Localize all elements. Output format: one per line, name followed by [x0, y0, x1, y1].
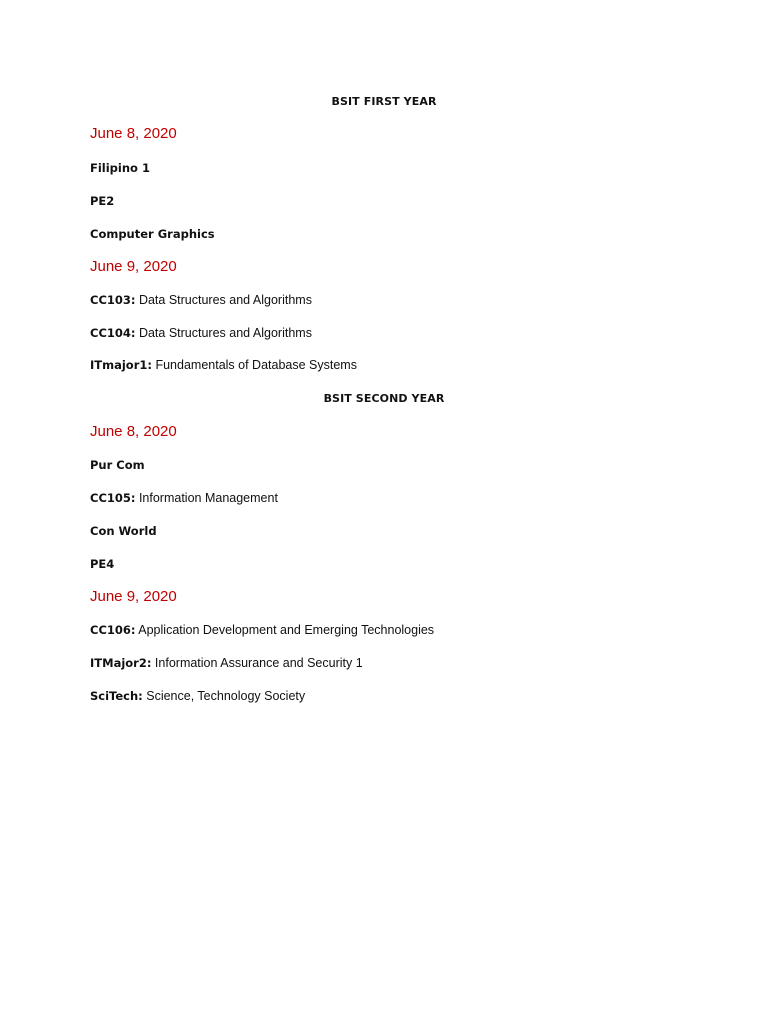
date-heading: June 9, 2020	[90, 258, 177, 275]
course-code: ITmajor1:	[90, 358, 152, 372]
course-desc: Data Structures and Algorithms	[135, 326, 312, 340]
course-code: PE2	[90, 194, 115, 208]
course-item	[90, 458, 145, 473]
course-code: CC106:	[90, 623, 136, 637]
course-code: PE4	[90, 557, 115, 571]
date-heading: June 8, 2020	[90, 423, 177, 440]
date-heading: June 8, 2020	[90, 125, 177, 142]
course-item	[90, 293, 312, 308]
course-code: Con World	[90, 524, 157, 538]
course-item	[90, 557, 114, 572]
course-desc: Application Development and Emerging Technologies	[135, 623, 435, 637]
course-code: Pur Com	[90, 458, 145, 472]
course-item	[90, 194, 114, 209]
course-desc: Data Structures and Algorithms	[135, 293, 312, 307]
course-item	[90, 656, 363, 671]
course-item	[90, 524, 157, 539]
course-code: Computer Graphics	[90, 227, 215, 241]
section-heading-second-year: BSIT SECOND YEAR	[323, 392, 445, 405]
date-heading: June 9, 2020	[90, 588, 177, 605]
course-code: CC105:	[90, 491, 136, 505]
course-desc: Fundamentals of Database Systems	[151, 358, 357, 372]
course-code: CC103:	[90, 293, 136, 307]
course-desc: Information Management	[135, 491, 278, 505]
course-code: Filipino 1	[90, 161, 150, 175]
course-desc: Information Assurance and Security 1	[151, 656, 363, 670]
course-desc: Science, Technology Society	[142, 689, 306, 703]
course-item	[90, 623, 434, 638]
course-item	[90, 689, 305, 704]
course-item	[90, 326, 312, 341]
course-item	[90, 358, 357, 373]
section-heading-first-year: BSIT FIRST YEAR	[331, 95, 437, 108]
course-code: SciTech:	[90, 689, 143, 703]
course-code: CC104:	[90, 326, 136, 340]
course-item	[90, 227, 215, 242]
course-code: ITMajor2:	[90, 656, 152, 670]
course-item	[90, 161, 150, 176]
course-item	[90, 491, 278, 506]
